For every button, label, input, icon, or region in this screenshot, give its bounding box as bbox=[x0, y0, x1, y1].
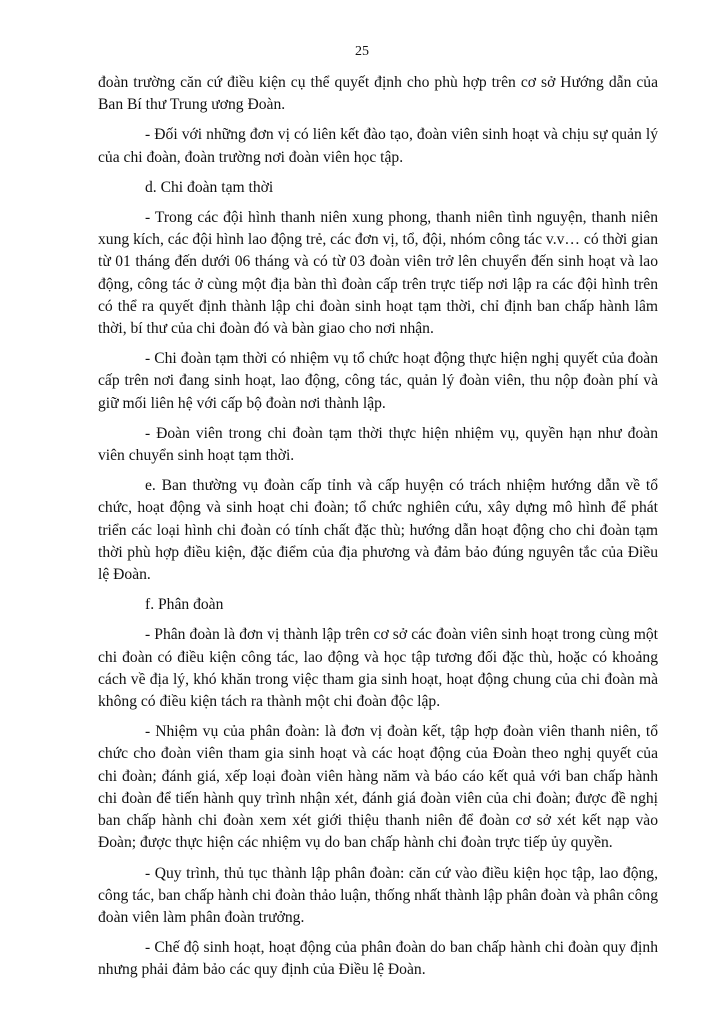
paragraph-section-e: e. Ban thường vụ đoàn cấp tỉnh và cấp huyện có trách nhiệm hướng dẫn về tổ chức, hoạt động và sinh hoạt chi đoàn; tổ chức nghiên cứu, xây dựng mô hình để phát triển các loại hình chi đoàn có tính chất đặc thù; hướng dẫn hoạt động cho chi đoàn tạm thời phù hợp điều kiện, đặc điểm của địa phương và đảm bảo đúng nguyên tắc của Điều lệ Đoàn. bbox=[98, 477, 658, 584]
paragraph-temporary-members: - Đoàn viên trong chi đoàn tạm thời thực hiện nhiệm vụ, quyền hạn như đoàn viên chuyển sinh hoạt tạm thời. bbox=[98, 424, 658, 465]
page-number: 25 bbox=[355, 44, 369, 59]
paragraph-sub-branch-regime: - Chế độ sinh hoạt, hoạt động của phân đoàn do ban chấp hành chi đoàn quy định nhưng phải đảm bảo các quy định của Điều lệ Đoàn. bbox=[98, 939, 658, 979]
section-heading-f: f. Phân đoàn bbox=[145, 596, 224, 614]
paragraph-sub-branch-procedure: - Quy trình, thủ tục thành lập phân đoàn: căn cứ vào điều kiện học tập, lao động, công tác, ban chấp hành chi đoàn thảo luận, thống nhất thành lập phân đoàn và phân công đoàn viên làm phân đoàn trưởng. bbox=[98, 864, 658, 926]
paragraph-sub-branch-definition: - Phân đoàn là đơn vị thành lập trên cơ sở các đoàn viên sinh hoạt trong cùng một chi đoàn có điều kiện công tác, lao động và học tập tương đối đặc thù, hoặc có khoảng cách về địa lý, khó khăn trong việc tham gia sinh hoạt, hoạt động chung của chi đoàn mà không có điều kiện tách ra thành một chi đoàn độc lập. bbox=[98, 626, 658, 711]
paragraph-temporary-branch-duties: - Chi đoàn tạm thời có nhiệm vụ tổ chức hoạt động thực hiện nghị quyết của đoàn cấp trên nơi đang sinh hoạt, lao động, công tác, quản lý đoàn viên, thu nộp đoàn phí và giữ mối liên hệ với cấp bộ đoàn nơi thành lập. bbox=[98, 350, 658, 412]
paragraph-training-units: - Đối với những đơn vị có liên kết đào tạo, đoàn viên sinh hoạt và chịu sự quản lý của chi đoàn, đoàn trường nơi đoàn viên học tập. bbox=[98, 126, 658, 166]
paragraph-temporary-branch-formation: - Trong các đội hình thanh niên xung phong, thanh niên tình nguyện, thanh niên xung kích, các đội hình lao động trẻ, các đơn vị, tổ, đội, nhóm công tác v.v… có thời gian từ 01 tháng đến dưới 06 tháng và có từ 03 đoàn viên trở lên chuyển đến sinh hoạt và lao động, công tác ở cùng một địa bàn thì đoàn cấp trên trực tiếp nơi lập ra các đội hình trên có thể ra quyết định thành lập chi đoàn sinh hoạt tạm thời, chỉ định ban chấp hành lâm thời, bí thư của chi đoàn đó và bàn giao cho nơi nhận. bbox=[98, 209, 658, 338]
paragraph-continuation: đoàn trường căn cứ điều kiện cụ thể quyết định cho phù hợp trên cơ sở Hướng dẫn của Ban Bí thư Trung ương Đoàn. bbox=[98, 74, 658, 114]
section-heading-d: d. Chi đoàn tạm thời bbox=[145, 178, 274, 196]
document-body bbox=[98, 72, 658, 990]
paragraph-sub-branch-duties: - Nhiệm vụ của phân đoàn: là đơn vị đoàn kết, tập hợp đoàn viên thanh niên, tổ chức cho đoàn viên tham gia sinh hoạt và các hoạt động của Đoàn theo nghị quyết của chi đoàn; đánh giá, xếp loại đoàn viên hàng năm và báo cáo kết quả với ban chấp hành chi đoàn để tiến hành quy trình nhận xét, đánh giá đoàn viên của chi đoàn; được đề nghị ban chấp hành chi đoàn xem xét giới thiệu thanh niên để đoàn cơ sở xét kết nạp vào Đoàn; được thực hiện các nhiệm vụ do ban chấp hành chi đoàn trực tiếp ủy quyền. bbox=[98, 723, 658, 852]
